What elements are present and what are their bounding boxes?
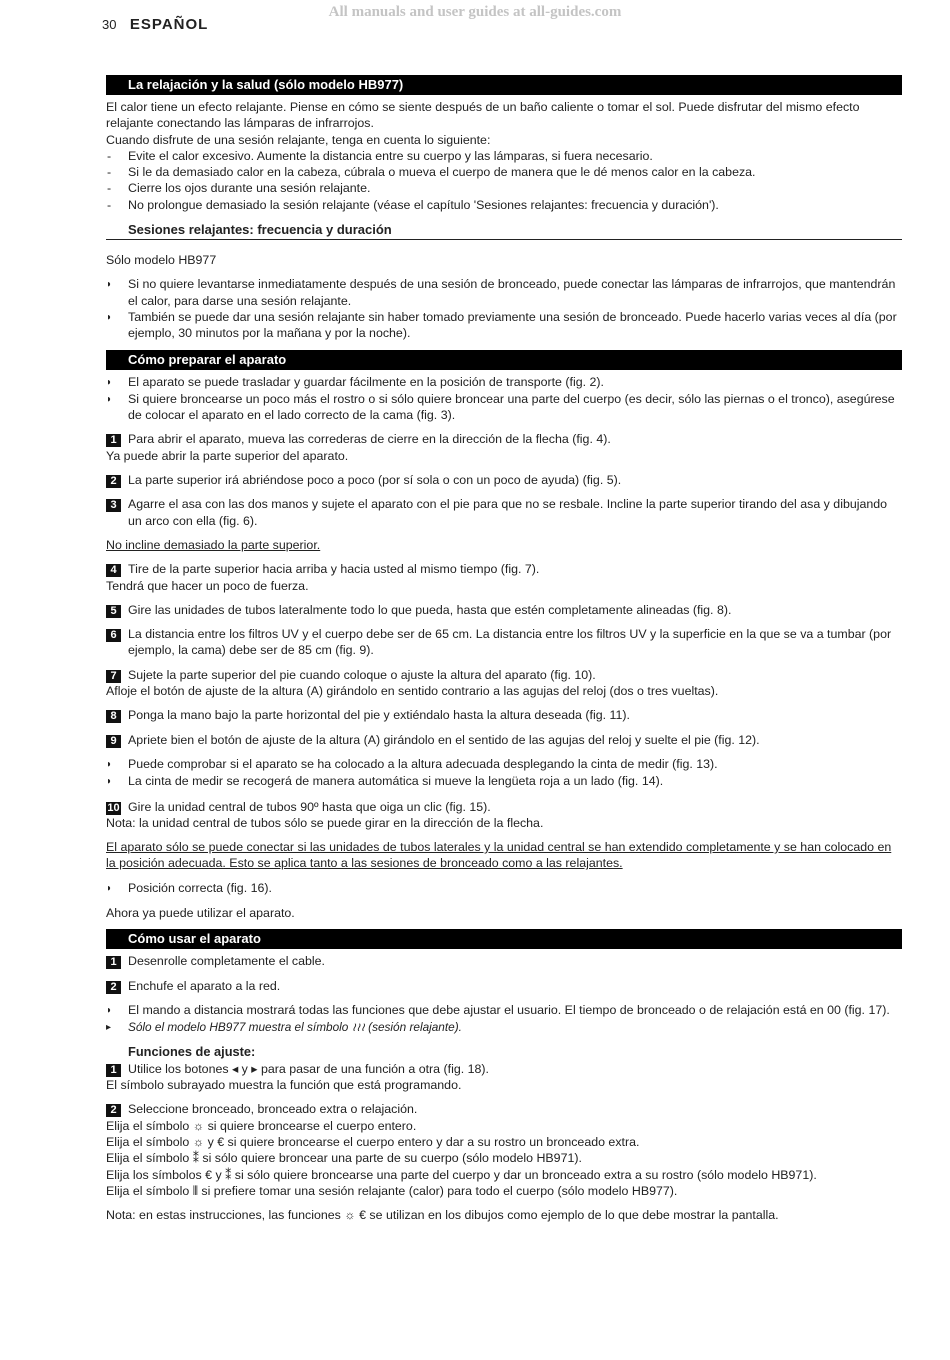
step-item: 3 Agarre el asa con las dos manos y sujete el aparato con el pie para que no se resbale. Incline la parte superior tirando del asa y dibujando un arco con ella (fig. 6). — [106, 496, 902, 529]
step-number: 2 — [106, 1104, 121, 1117]
page-number: 30 — [102, 17, 117, 32]
bullet-icon: ◗ — [106, 311, 113, 323]
step-number: 4 — [106, 564, 121, 577]
dash-marker: - — [107, 197, 112, 212]
section-title-usage: Cómo usar el aparato — [106, 929, 902, 949]
bullet-item: ◗ Posición correcta (fig. 16). — [106, 880, 902, 897]
list-item: - Si le da demasiado calor en la cabeza, cúbrala o mueva el cuerpo de manera que le dé menos calor en la cabeza. — [107, 165, 756, 180]
warning-text: El aparato sólo se puede conectar si las unidades de tubos laterales y la unidad central se han extendido completamente y se han colocado en la posición adecuada. Esto se aplica tanto a las sesiones de bronceado como a las relajantes. — [106, 840, 892, 871]
step-item: 1 Desenrolle completamente el cable. — [106, 953, 902, 969]
step-number: 10 — [107, 801, 120, 814]
paragraph: Cuando disfrute de una sesión relajante, tenga en cuenta lo siguiente: — [106, 132, 491, 147]
choice-line: Elija el símbolo ☼ si quiere broncearse el cuerpo entero. — [106, 1118, 417, 1133]
bullet-item: ◗ El aparato se puede trasladar y guardar fácilmente en la posición de transporte (fig. 2). — [106, 374, 902, 391]
section-title-relax: La relajación y la salud (sólo modelo HB977) — [106, 75, 902, 95]
dash-marker: - — [107, 165, 112, 180]
step-number: 1 — [106, 434, 121, 447]
step-item: 2 Seleccione bronceado, bronceado extra o relajación. — [106, 1101, 902, 1117]
choice-line: Elija el símbolo ⁑ si sólo quiere broncear una parte de su cuerpo (sólo modelo HB971). — [106, 1151, 582, 1166]
step-note: Nota: la unidad central de tubos sólo se puede girar en la dirección de la flecha. — [106, 815, 544, 830]
list-item: - No prolongue demasiado la sesión relajante (véase el capítulo 'Sesiones relajantes: frecuencia y duración'). — [107, 197, 719, 212]
step-item: 1 Para abrir el aparato, mueva las correderas de cierre en la dirección de la flecha (fig. 4). — [106, 431, 902, 447]
model-note: Sólo modelo HB977 — [106, 253, 217, 268]
step-item: 6 La distancia entre los filtros UV y el cuerpo debe ser de 65 cm. La distancia entre los filtros UV y la superficie en la que se va a tumbar (por ejemplo, la cama) debe ser de 85 cm (fig. 9). — [106, 626, 902, 659]
step-item: 8 Ponga la mano bajo la parte horizontal del pie y extiéndalo hasta la altura deseada (fig. 11). — [106, 707, 902, 723]
step-item: 1 Utilice los botones ◂ y ▸ para pasar de una función a otra (fig. 18). — [106, 1061, 902, 1077]
watermark: All manuals and user guides at all-guides.com — [328, 4, 622, 20]
step-note: El símbolo subrayado muestra la función que está programando. — [106, 1078, 462, 1093]
note-item: ▸ Sólo el modelo HB977 muestra el símbolo ≀≀≀ (sesión relajante). — [106, 1019, 902, 1036]
triangle-icon: ▸ — [106, 1022, 112, 1034]
step-item: 5 Gire las unidades de tubos lateralmente todo lo que pueda, hasta que estén completamente alineadas (fig. 8). — [106, 602, 902, 618]
step-number: 3 — [106, 499, 121, 512]
manual-content — [106, 75, 902, 1223]
bullet-item: ◗ El mando a distancia mostrará todas las funciones que debe ajustar el usuario. El tiempo de bronceado o de relajación está en 00 (fig. 17). — [106, 1002, 902, 1019]
bullet-icon: ◗ — [106, 1004, 113, 1016]
choice-line: Elija el símbolo ☼ y € si quiere broncearse el cuerpo entero y dar a su rostro un bronceado extra. — [106, 1134, 640, 1149]
paragraph: Ahora ya puede utilizar el aparato. — [106, 905, 295, 920]
step-item: 7 Sujete la parte superior del pie cuando coloque o ajuste la altura del aparato (fig. 10). — [106, 667, 902, 683]
dash-marker: - — [107, 148, 112, 163]
section-title-prepare: Cómo preparar el aparato — [106, 350, 902, 370]
step-number: 9 — [106, 735, 121, 748]
step-note: Tendrá que hacer un poco de fuerza. — [106, 578, 309, 593]
bullet-icon: ◗ — [106, 758, 113, 770]
step-number: 2 — [106, 475, 121, 488]
bullet-icon: ◗ — [106, 882, 113, 894]
bullet-item: ◗ Puede comprobar si el aparato se ha colocado a la altura adecuada desplegando la cinta de medir (fig. 13). — [106, 756, 902, 773]
bullet-icon: ◗ — [106, 776, 113, 788]
step-number: 7 — [106, 670, 121, 683]
bullet-icon: ◗ — [106, 376, 113, 388]
step-number: 1 — [106, 956, 121, 969]
subsection-title-sessions: Sesiones relajantes: frecuencia y duración — [106, 221, 902, 240]
step-item: 10 Gire la unidad central de tubos 90º hasta que oiga un clic (fig. 15). — [107, 799, 491, 814]
step-number: 5 — [106, 605, 121, 618]
final-note: Nota: en estas instrucciones, las funciones ☼ € se utilizan en los dibujos como ejemplo de lo que debe mostrar la pantalla. — [106, 1208, 779, 1223]
step-item: 4 Tire de la parte superior hacia arriba y hacia usted al mismo tiempo (fig. 7). — [106, 561, 902, 577]
step-number: 2 — [106, 981, 121, 994]
step-note: Afloje el botón de ajuste de la altura (A) girándolo en sentido contrario a las agujas del reloj (dos o tres vueltas). — [106, 684, 719, 699]
step-item: 2 Enchufe el aparato a la red. — [106, 978, 902, 994]
page-header — [102, 17, 208, 33]
choice-line: Elija los símbolos € y ⁑ si sólo quiere broncearse una parte del cuerpo y dar un bronceado extra a su rostro (sólo modelo HB971). — [106, 1167, 817, 1182]
bullet-item: ◗ Si quiere broncearse un poco más el rostro o si sólo quiere broncear una parte del cuerpo (es decir, sólo las piernas o el tronco), asegúrese de colocar el aparato en el lado correcto de la cama (fig. 3). — [106, 391, 895, 423]
dash-marker: - — [107, 181, 112, 196]
list-item: - Evite el calor excesivo. Aumente la distancia entre su cuerpo y las lámparas, si fuera necesario. — [107, 148, 653, 163]
step-note: Ya puede abrir la parte superior del aparato. — [106, 448, 349, 463]
language-label: ESPAÑOL — [129, 16, 209, 33]
bullet-icon: ◗ — [106, 279, 113, 291]
step-number: 1 — [106, 1064, 121, 1077]
paragraph: El calor tiene un efecto relajante. Piense en cómo se siente después de un baño caliente o tomar el sol. Puede disfrutar del mismo efecto relajante conectando las lámparas de infrarrojos. — [106, 100, 860, 131]
bullet-icon: ◗ — [106, 393, 113, 405]
bullet-item: ◗ También se puede dar una sesión relajante sin haber tomado previamente una sesión de bronceado. Puede hacerlo varias veces al día (por ejemplo, 30 minutos por la mañana y por la noche). — [106, 309, 897, 341]
functions-title: Funciones de ajuste: — [128, 1044, 256, 1060]
warning-text: No incline demasiado la parte superior. — [106, 537, 321, 552]
bullet-item: ◗ La cinta de medir se recogerá de manera automática si mueve la lengüeta roja a un lado (fig. 14). — [106, 773, 902, 790]
step-number: 8 — [106, 710, 121, 723]
bullet-item: ◗ Si no quiere levantarse inmediatamente después de una sesión de bronceado, puede conectar las lámparas de infrarrojos, que mantendrán el calor, para darse una sesión relajante. — [106, 277, 896, 308]
list-item: - Cierre los ojos durante una sesión relajante. — [107, 181, 371, 196]
step-item: 2 La parte superior irá abriéndose poco a poco (por sí sola o con un poco de ayuda) (fig. 5). — [106, 472, 902, 488]
step-number: 6 — [106, 629, 121, 642]
step-item: 9 Apriete bien el botón de ajuste de la altura (A) girándolo en el sentido de las agujas del reloj y suelte el pie (fig. 12). — [106, 732, 902, 748]
choice-line: Elija el símbolo ⫴ si prefiere tomar una sesión relajante (calor) para todo el cuerpo (sólo modelo HB977). — [106, 1183, 678, 1198]
